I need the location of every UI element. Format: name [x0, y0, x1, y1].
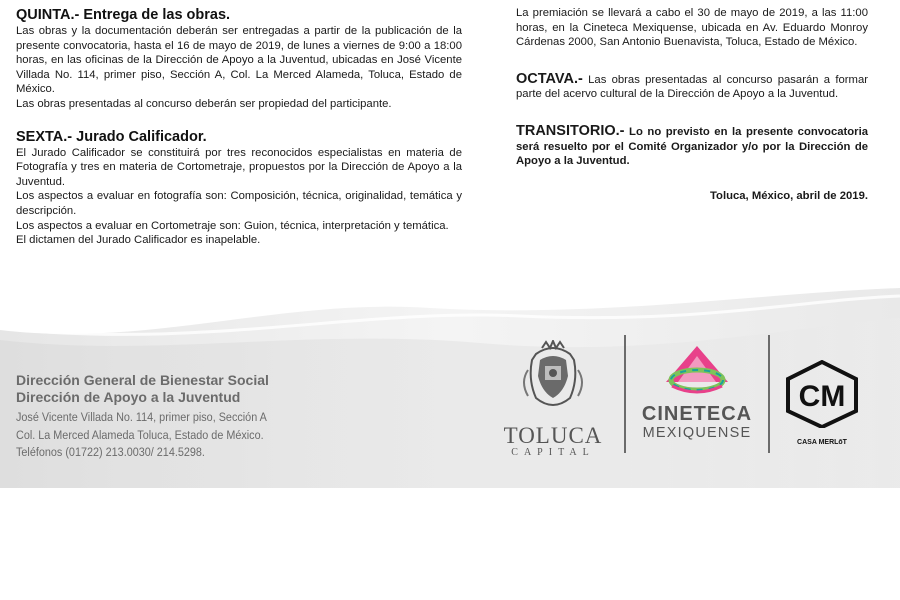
- left-column: [16, 6, 462, 248]
- casa-merlot-wordmark: CASA MERLōT: [797, 439, 847, 446]
- premiacion-paragraph: La premiación se llevará a cabo el 30 de mayo de 2019, a las 11:00 horas, en la Cineteca Mexiquense, ubicada en Av. Eduardo Monroy Cárdenas 2000, San Antonio Buenavista, Toluca, Estado de México.: [516, 7, 868, 49]
- logo-separator-2: [768, 335, 770, 453]
- toluca-crest-icon: [498, 340, 608, 420]
- cineteca-sub-wordmark: MEXIQUENSE: [642, 425, 752, 441]
- quinta-paragraph-1: Las obras y la documentación deberán ser entregadas a partir de la publicación de la presente convocatoria, hasta el 16 de mayo de 2019, de lunes a viernes de 9:00 a 18:00 horas, en las oficinas de la Dirección de Apoyo a la Juventud, ubicadas en José Vicente Villada No. 114, primer piso, Sección A, Col. La Merced Alameda, Toluca, Estado de México.: [16, 25, 462, 96]
- address-line-2: Col. La Merced Alameda Toluca, Estado de México.: [16, 427, 264, 442]
- sexta-paragraph-1: El Jurado Calificador se constituirá por tres reconocidos especialistas en materia de Fotografía y tres en materia de Cortometraje, propuestos por la Dirección de Apoyo a la Juventud.: [16, 146, 462, 188]
- octava-paragraph: [516, 72, 868, 102]
- cm-hexagon-icon: [782, 360, 862, 428]
- transitorio-paragraph: [516, 124, 868, 169]
- sexta-paragraph-2: Los aspectos a evaluar en fotografía son: Composición, técnica, originalidad, temática y descripción.: [16, 190, 462, 217]
- sexta-paragraph-3: Los aspectos a evaluar en Cortometraje son: Guion, técnica, interpretación y temática.: [16, 219, 449, 232]
- date-line: Toluca, México, abril de 2019.: [709, 189, 868, 202]
- logo-separator-1: [624, 335, 626, 453]
- org-line-2: Dirección de Apoyo a la Juventud: [16, 388, 241, 405]
- sexta-paragraph-4: El dictamen del Jurado Calificador es inapelable.: [16, 234, 261, 247]
- address-line-1: José Vicente Villada No. 114, primer piso, Sección A: [16, 410, 267, 424]
- phone-line: Teléfonos (01722) 213.0030/ 214.5298.: [16, 445, 205, 459]
- right-column: [516, 6, 868, 203]
- address-block: [16, 372, 316, 462]
- quinta-title: QUINTA.- Entrega de las obras.: [16, 7, 231, 23]
- casa-merlot-logo: [782, 360, 862, 450]
- toluca-capital-logo: [498, 340, 608, 460]
- cineteca-emblem-icon: [632, 342, 762, 398]
- cineteca-wordmark: CINETECA: [641, 403, 753, 425]
- cm-mark: CM: [798, 380, 846, 413]
- cineteca-mexiquense-logo: [632, 342, 762, 452]
- transitorio-text: Lo no previsto en la presente convocatoria será resuelto por el Comité Organizador y/o por la Dirección de Apoyo a la Juventud.: [516, 125, 868, 168]
- octava-text: Las obras presentadas al concurso pasarán a formar parte del acervo cultural de la Dirección de Apoyo a la Juventud.: [516, 73, 868, 101]
- org-line-1: Dirección General de Bienestar Social: [16, 372, 269, 388]
- quinta-paragraph-2: Las obras presentadas al concurso deberán ser propiedad del participante.: [16, 97, 392, 110]
- sexta-title: SEXTA.- Jurado Calificador.: [16, 128, 207, 145]
- toluca-sub-wordmark: CAPITAL: [511, 447, 595, 458]
- octava-title: OCTAVA.-: [516, 70, 583, 87]
- transitorio-title: TRANSITORIO.-: [516, 122, 625, 139]
- toluca-wordmark: TOLUCA: [503, 423, 603, 448]
